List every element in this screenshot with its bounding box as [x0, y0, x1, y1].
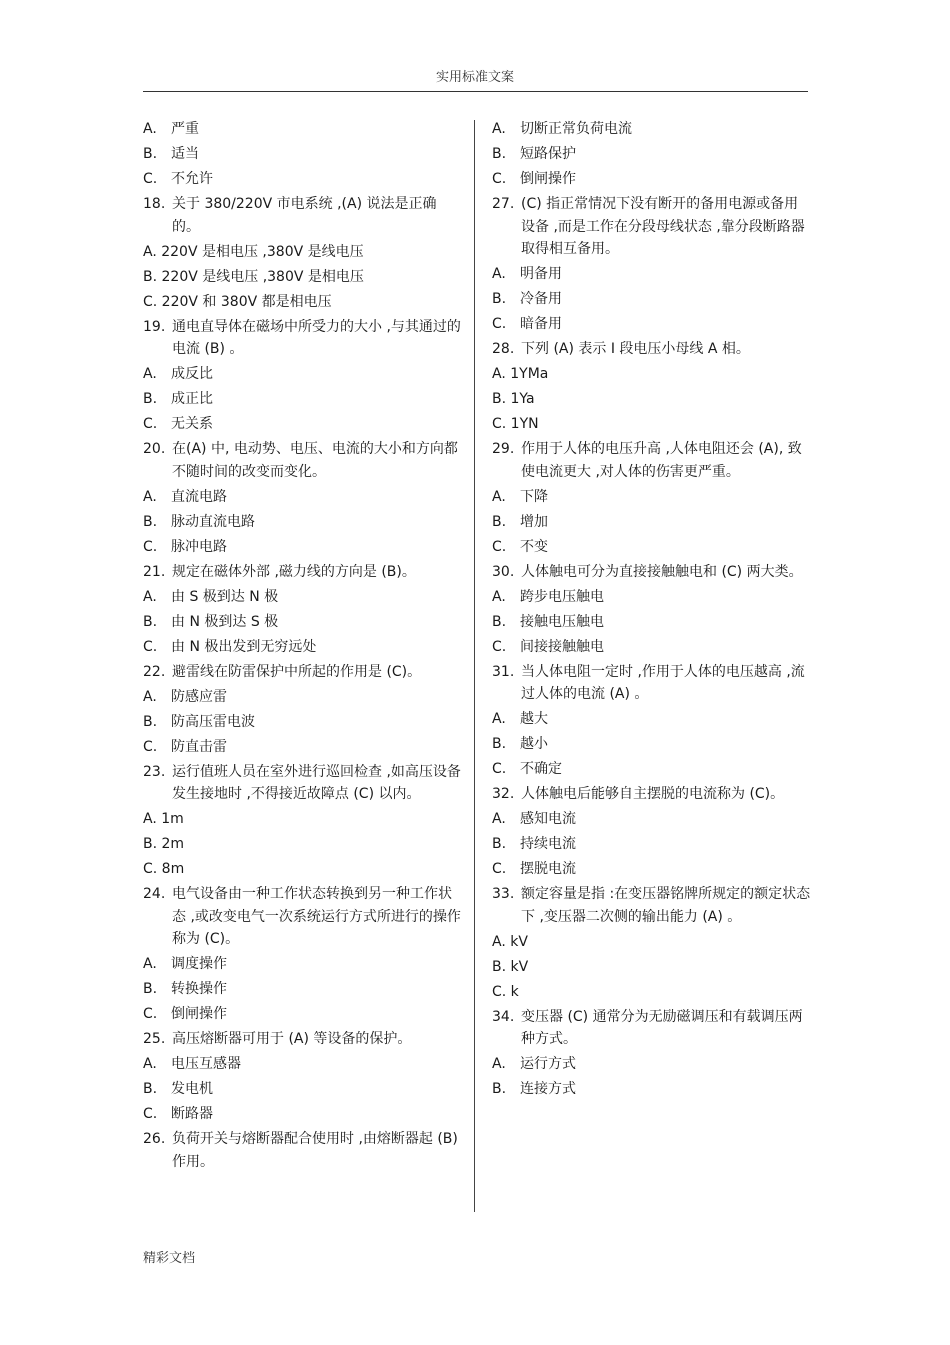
option-text: 短路保护 — [520, 146, 576, 162]
answer-option — [143, 736, 463, 759]
answer-option — [492, 808, 812, 831]
option-text: 转换操作 — [171, 981, 227, 997]
answer-option — [492, 611, 812, 634]
option-text: B. kV — [492, 958, 529, 975]
option-text: 不变 — [520, 538, 548, 555]
option-text: C. k — [492, 983, 519, 1000]
option-label: A. — [492, 488, 506, 505]
answer-option — [143, 1053, 463, 1076]
option-text: B. 220V 是线电压 ,380V 是相电压 — [143, 268, 364, 285]
option-text: 倒闸操作 — [520, 171, 576, 187]
option-text: 下降 — [520, 488, 548, 505]
answer-option — [143, 586, 463, 609]
option-text: A. kV — [492, 933, 528, 950]
question-item — [492, 338, 812, 361]
option-label: B. — [143, 513, 158, 530]
option-label: C. — [143, 638, 158, 655]
answer-option — [492, 733, 812, 756]
question-item — [492, 193, 812, 261]
option-text: 运行方式 — [520, 1056, 576, 1072]
answer-option — [143, 241, 463, 264]
answer-option — [492, 586, 812, 609]
option-label: B. — [143, 146, 158, 162]
answer-option — [492, 168, 812, 191]
answer-option — [143, 1078, 463, 1101]
header-rule — [143, 91, 808, 92]
answer-option — [492, 388, 812, 411]
question-number: 19. — [143, 318, 166, 335]
option-text: 直流电路 — [171, 488, 227, 505]
option-text: 由 S 极到达 N 极 — [171, 588, 279, 605]
option-text: 电压互感器 — [171, 1056, 241, 1072]
answer-option — [143, 511, 463, 534]
option-label: C. — [143, 538, 158, 555]
question-number: 29. — [492, 441, 515, 457]
option-label: C. — [492, 861, 507, 877]
option-label: A. — [492, 711, 506, 727]
option-text: 感知电流 — [520, 811, 576, 827]
question-text: 避雷线在防雷保护中所起的作用是 (C)。 — [172, 663, 422, 680]
option-text: 不确定 — [520, 761, 562, 777]
option-label: A. — [492, 266, 506, 282]
question-text: 规定在磁体外部 ,磁力线的方向是 (B)。 — [172, 563, 416, 580]
question-item — [143, 193, 463, 238]
question-number: 28. — [492, 341, 515, 357]
question-number: 34. — [492, 1008, 515, 1025]
option-label: B. — [492, 146, 507, 162]
question-text: 变压器 (C) 通常分为无励磁调压和有载调压两种方式。 — [521, 1008, 803, 1047]
question-number: 30. — [492, 563, 515, 580]
option-label: C. — [143, 1006, 158, 1022]
option-label: B. — [143, 713, 158, 730]
question-text: 当人体电阻一定时 ,作用于人体的电压越高 ,流过人体的电流 (A) 。 — [521, 663, 805, 702]
option-text: 成反比 — [171, 366, 213, 382]
question-item — [143, 761, 463, 806]
option-label: A. — [143, 1056, 157, 1072]
option-label: B. — [492, 1081, 507, 1097]
option-label: C. — [492, 316, 507, 332]
answer-option — [492, 536, 812, 559]
option-label: A. — [143, 366, 157, 382]
question-number: 27. — [492, 196, 515, 212]
answer-option — [143, 808, 463, 831]
left-column — [143, 118, 463, 1176]
answer-option — [143, 611, 463, 634]
option-text: 倒闸操作 — [171, 1006, 227, 1022]
answer-option — [492, 413, 812, 436]
question-item — [143, 883, 463, 951]
option-text: 明备用 — [520, 266, 562, 282]
option-text: 断路器 — [171, 1106, 213, 1122]
question-text: 额定容量是指 :在变压器铭牌所规定的额定状态下 ,变压器二次侧的输出能力 (A) 。 — [521, 886, 811, 925]
option-text: 调度操作 — [171, 956, 227, 972]
answer-option — [492, 708, 812, 731]
option-text: 由 N 极出发到无穷远处 — [171, 638, 317, 655]
answer-option — [143, 486, 463, 509]
option-label: A. — [143, 121, 157, 137]
answer-option — [143, 291, 463, 314]
question-number: 21. — [143, 563, 166, 580]
option-label: B. — [492, 513, 507, 530]
answer-option — [492, 956, 812, 979]
answer-option — [143, 711, 463, 734]
answer-option — [492, 486, 812, 509]
answer-option — [143, 1103, 463, 1126]
option-text: 连接方式 — [520, 1081, 576, 1097]
option-text: 摆脱电流 — [520, 861, 576, 877]
question-number: 26. — [143, 1131, 166, 1147]
question-number: 24. — [143, 886, 166, 902]
question-number: 33. — [492, 886, 515, 902]
option-label: B. — [143, 1081, 158, 1097]
option-label: A. — [492, 121, 506, 137]
option-text: 由 N 极到达 S 极 — [171, 613, 279, 630]
option-text: 越小 — [520, 736, 548, 752]
answer-option — [143, 636, 463, 659]
option-label: A. — [143, 488, 157, 505]
answer-option — [492, 1078, 812, 1101]
question-number: 18. — [143, 196, 166, 212]
option-text: 越大 — [520, 711, 548, 727]
option-text: 暗备用 — [520, 316, 562, 332]
option-text: A. 1m — [143, 811, 184, 827]
answer-option — [143, 168, 463, 191]
answer-option — [143, 388, 463, 411]
answer-option — [143, 363, 463, 386]
option-label: A. — [492, 1056, 506, 1072]
question-item — [143, 1128, 463, 1173]
option-text: A. 1YMa — [492, 366, 549, 382]
option-text: 成正比 — [171, 391, 213, 407]
question-item — [143, 316, 463, 361]
answer-option — [492, 313, 812, 336]
answer-option — [143, 413, 463, 436]
question-number: 32. — [492, 786, 515, 802]
answer-option — [492, 118, 812, 141]
option-text: B. 1Ya — [492, 391, 535, 407]
question-text: 人体触电可分为直接接触触电和 (C) 两大类。 — [521, 563, 803, 580]
question-item — [143, 661, 463, 684]
question-text: 电气设备由一种工作状态转换到另一种工作状态 ,或改变电气一次系统运行方式所进行的操作称为 (C)。 — [172, 886, 461, 947]
option-label: A. — [492, 811, 506, 827]
option-label: C. — [143, 738, 158, 755]
page-header: 实用标准文案 — [435, 70, 514, 85]
option-text: 防感应雷 — [171, 688, 227, 705]
option-label: B. — [492, 836, 507, 852]
answer-option — [143, 1003, 463, 1026]
option-label: B. — [492, 613, 507, 630]
answer-option — [492, 833, 812, 856]
answer-option — [143, 858, 463, 881]
question-number: 23. — [143, 763, 166, 780]
question-item — [492, 661, 812, 706]
answer-option — [143, 953, 463, 976]
option-text: 持续电流 — [520, 836, 576, 852]
question-item — [143, 561, 463, 584]
question-number: 31. — [492, 663, 515, 680]
option-label: B. — [492, 291, 507, 307]
option-text: 发电机 — [171, 1081, 213, 1097]
option-label: C. — [143, 1106, 158, 1122]
question-text: 在(A) 中, 电动势、电压、电流的大小和方向都不随时间的改变而变化。 — [172, 441, 458, 480]
answer-option — [143, 536, 463, 559]
answer-option — [492, 758, 812, 781]
option-text: 切断正常负荷电流 — [520, 121, 632, 137]
option-text: 无关系 — [171, 416, 213, 432]
option-text: 脉冲电路 — [171, 538, 227, 555]
option-text: A. 220V 是相电压 ,380V 是线电压 — [143, 243, 364, 260]
option-text: C. 220V 和 380V 都是相电压 — [143, 293, 332, 310]
answer-option — [492, 143, 812, 166]
column-divider — [474, 120, 475, 1212]
option-label: C. — [492, 538, 507, 555]
right-column — [492, 118, 812, 1103]
answer-option — [492, 363, 812, 386]
question-text: 运行值班人员在室外进行巡回检查 ,如高压设备发生接地时 ,不得接近故障点 (C) 以内。 — [172, 763, 461, 802]
option-label: C. — [492, 638, 507, 655]
question-number: 25. — [143, 1031, 166, 1047]
option-label: C. — [492, 761, 507, 777]
answer-option — [143, 833, 463, 856]
answer-option — [143, 686, 463, 709]
option-text: 不允许 — [171, 171, 213, 187]
option-label: B. — [143, 613, 158, 630]
question-item — [143, 1028, 463, 1051]
option-label: A. — [143, 688, 157, 705]
answer-option — [143, 978, 463, 1001]
question-item — [492, 783, 812, 806]
question-text: 人体触电后能够自主摆脱的电流称为 (C)。 — [521, 786, 785, 802]
question-item — [492, 561, 812, 584]
answer-option — [492, 981, 812, 1004]
question-text: 关于 380/220V 市电系统 ,(A) 说法是正确的。 — [172, 196, 437, 235]
question-number: 20. — [143, 441, 166, 457]
option-label: A. — [492, 588, 506, 605]
option-text: B. 2m — [143, 836, 185, 852]
question-item — [492, 883, 812, 928]
page-footer: 精彩文档 — [143, 1251, 196, 1266]
option-label: A. — [143, 588, 157, 605]
option-text: C. 1YN — [492, 416, 539, 432]
option-label: B. — [143, 391, 158, 407]
answer-option — [492, 1053, 812, 1076]
question-text: 负荷开关与熔断器配合使用时 ,由熔断器起 (B) 作用。 — [172, 1131, 458, 1170]
answer-option — [492, 511, 812, 534]
option-label: B. — [492, 736, 507, 752]
question-item — [492, 1006, 812, 1051]
answer-option — [492, 636, 812, 659]
option-text: 冷备用 — [520, 291, 562, 307]
option-text: 脉动直流电路 — [171, 513, 255, 530]
answer-option — [143, 118, 463, 141]
answer-option — [492, 263, 812, 286]
question-item — [492, 438, 812, 483]
answer-option — [492, 931, 812, 954]
option-label: A. — [143, 956, 157, 972]
option-text: 接触电压触电 — [520, 613, 604, 630]
option-label: C. — [492, 171, 507, 187]
option-label: C. — [143, 416, 158, 432]
option-text: 间接接触触电 — [520, 638, 604, 655]
option-text: 防直击雷 — [171, 738, 227, 755]
question-number: 22. — [143, 663, 166, 680]
option-text: 适当 — [171, 146, 199, 162]
question-text: 高压熔断器可用于 (A) 等设备的保护。 — [172, 1031, 412, 1047]
answer-option — [143, 143, 463, 166]
question-text: 作用于人体的电压升高 ,人体电阻还会 (A), 致使电流更大 ,对人体的伤害更严重。 — [521, 441, 802, 480]
answer-option — [143, 266, 463, 289]
option-text: 跨步电压触电 — [520, 588, 604, 605]
question-item — [143, 438, 463, 483]
option-text: 增加 — [520, 513, 548, 530]
question-text: (C) 指正常情况下没有断开的备用电源或备用设备 ,而是工作在分段母线状态 ,靠分段断路器取得相互备用。 — [521, 196, 805, 257]
question-text: 下列 (A) 表示 I 段电压小母线 A 相。 — [521, 341, 750, 357]
option-text: 防高压雷电波 — [171, 713, 255, 730]
option-label: B. — [143, 981, 158, 997]
option-label: C. — [143, 171, 158, 187]
answer-option — [492, 288, 812, 311]
option-text: C. 8m — [143, 861, 185, 877]
question-text: 通电直导体在磁场中所受力的大小 ,与其通过的电流 (B) 。 — [172, 318, 461, 357]
option-text: 严重 — [171, 121, 199, 137]
answer-option — [492, 858, 812, 881]
